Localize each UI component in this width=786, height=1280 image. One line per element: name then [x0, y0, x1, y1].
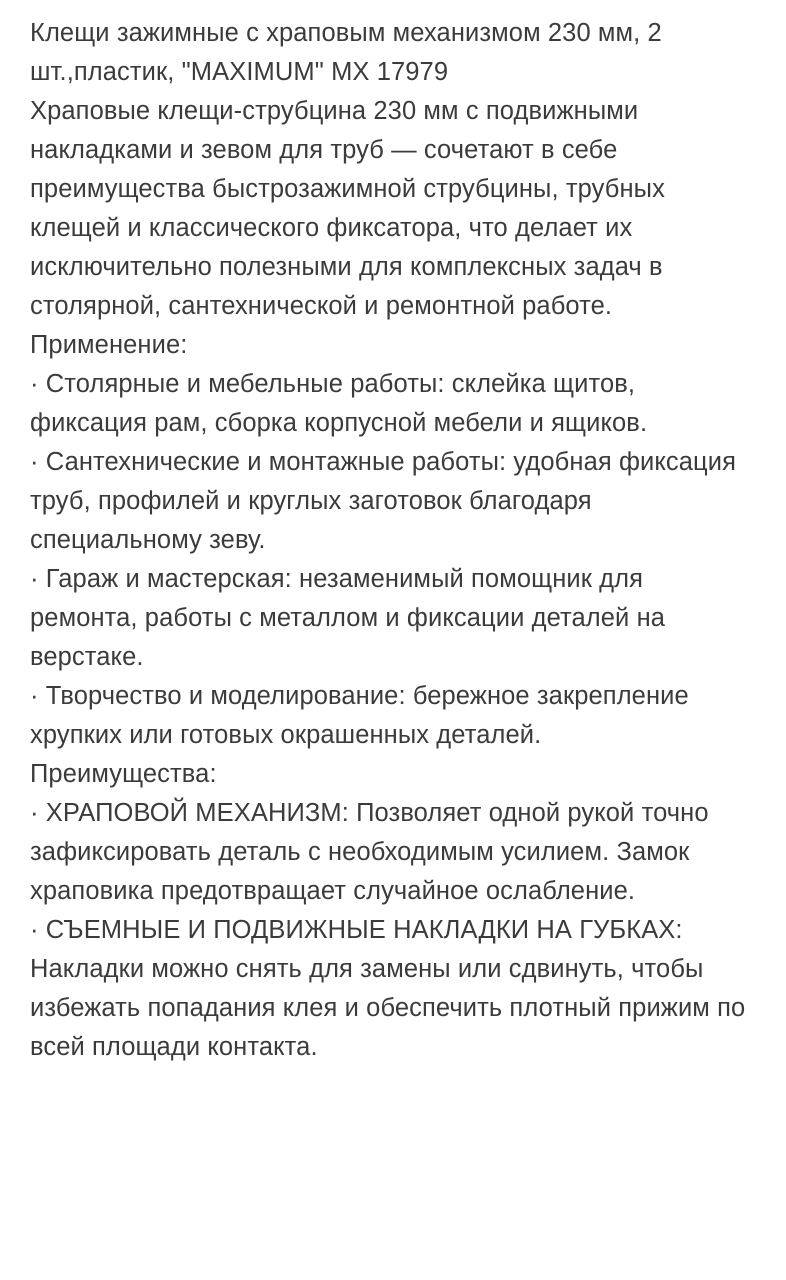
list-item: · Гараж и мастерская: незаменимый помощник для ремонта, работы с металлом и фиксации деталей на верстаке.: [30, 565, 666, 671]
section-heading-advantages: Преимущества:: [30, 760, 217, 788]
list-item: · СЪЕМНЫЕ И ПОДВИЖНЫЕ НАКЛАДКИ НА ГУБКАХ: Накладки можно снять для замены или сдвинуть, чтобы избежать попадания клея и обеспечить плотный прижим по всей площади контакта.: [30, 916, 746, 1061]
list-item: · Столярные и мебельные работы: склейка щитов, фиксация рам, сборка корпусной мебели и ящиков.: [30, 370, 648, 437]
list-item: · Сантехнические и монтажные работы: удобная фиксация труб, профилей и круглых заготовок благодаря специальному зеву.: [30, 448, 737, 554]
product-title: Клещи зажимные с храповым механизмом 230 мм, 2 шт.,пластик, "MAXIMUM" MX 17979: [30, 19, 662, 86]
product-intro: Храповые клещи-струбцина 230 мм с подвижными накладками и зевом для труб — сочетают в себе преимущества быстрозажимной струбцины, трубных клещей и классического фиксатора, что делает их исключительно полезными для комплексных задач в столярной, сантехнической и ремонтной работе.: [30, 97, 665, 320]
list-item: · ХРАПОВОЙ МЕХАНИЗМ: Позволяет одной рукой точно зафиксировать деталь с необходимым усилием. Замок храповика предотвращает случайное ослабление.: [30, 799, 709, 905]
list-item: · Творчество и моделирование: бережное закрепление хрупких или готовых окрашенных деталей.: [30, 682, 689, 749]
section-heading-usage: Применение:: [30, 331, 188, 359]
product-description: [30, 14, 752, 1067]
